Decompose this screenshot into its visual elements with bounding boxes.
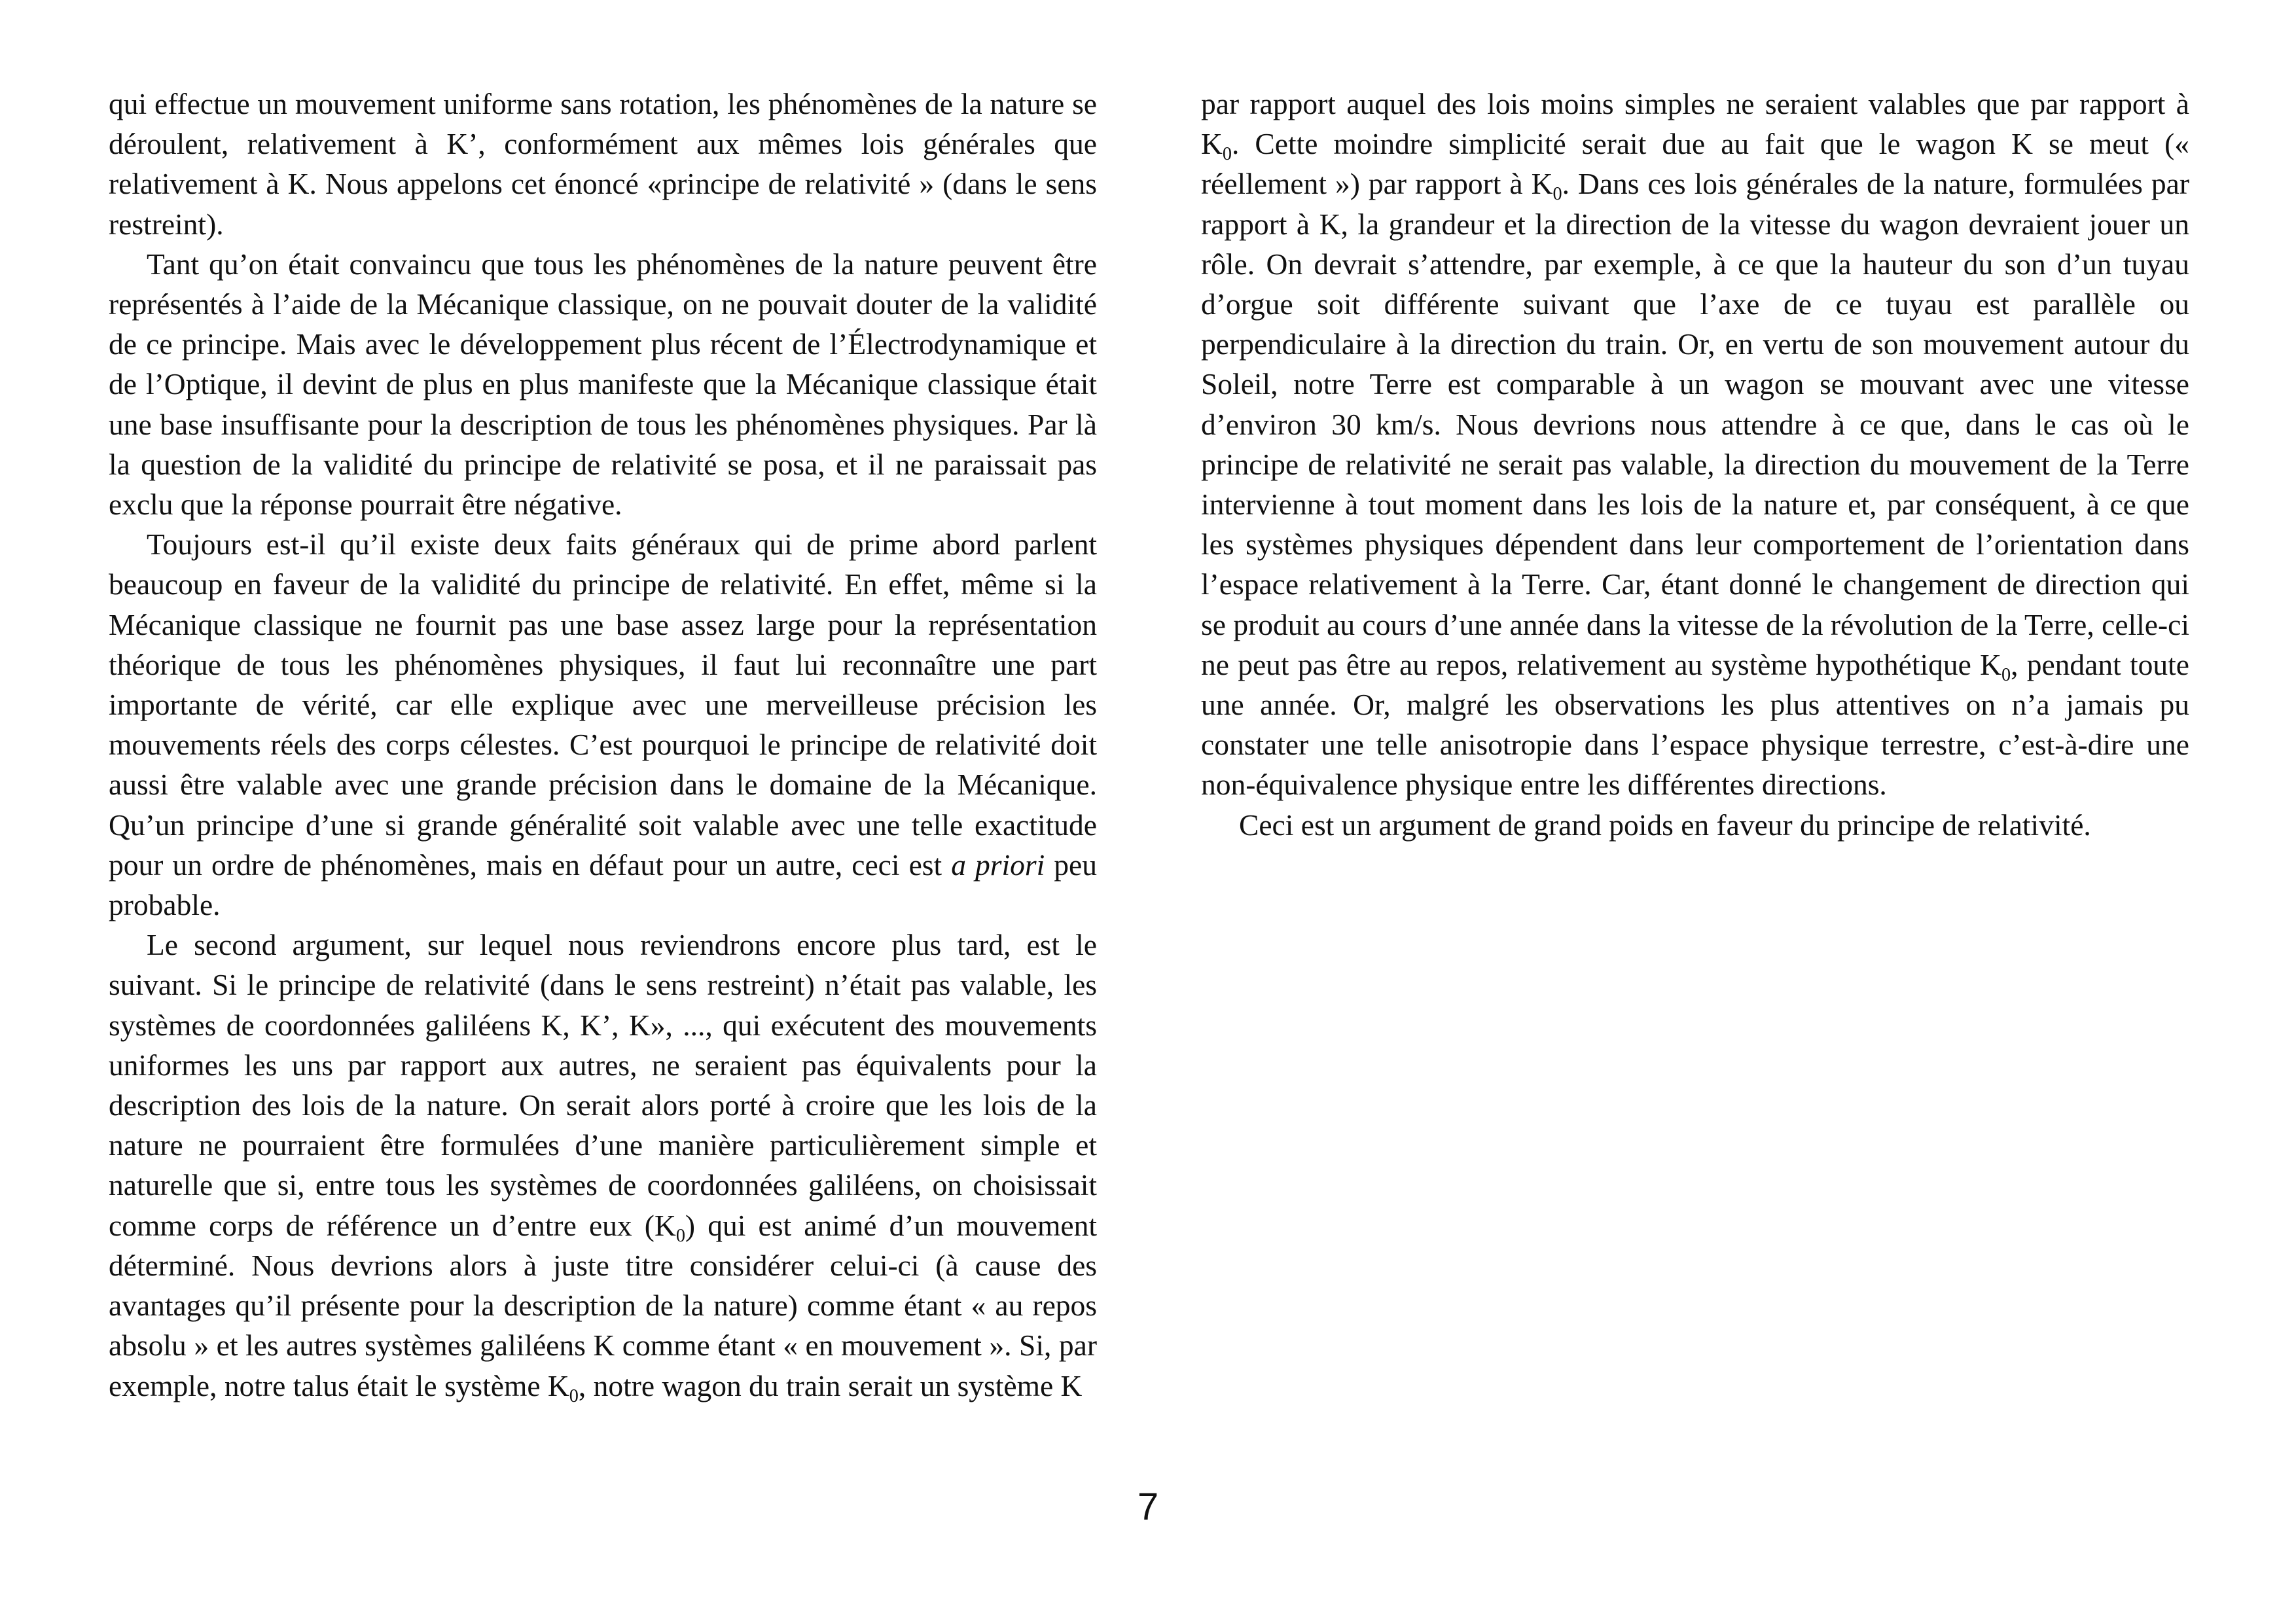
paragraph-text: Tant qu’on était convaincu que tous les phénomènes de la nature peuvent être représentés à l’aide de la Mécanique classique, on ne pouvait douter de la validité de ce principe. Mais avec le développement plus récent de l’Électrodynamique et de l’Optique, il devint de plus en plus manifeste que la Mécanique classique était une base insuffisante pour la description de tous les phénomènes physiques. Par là la question de la validité du principe de relativité se posa, et il ne paraissait pas exclu que la réponse pourrait être négative. — [109, 247, 1097, 522]
subscript: 0 — [2001, 664, 2011, 685]
paragraph-second-argument — [109, 925, 1097, 1405]
text-segment: Le second argument, sur lequel nous reviendrons encore plus tard, est le suivant. Si le principe de relativité (dans le sens restreint) n’était pas valable, les systèmes de coordonnées galiléens K, K’, K», ..., qui exécutent des mouvements uniformes les uns par rapport aux autres, ne seraient pas équivalents pour la description des lois de la nature. On serait alors porté à croire que les lois de la nature ne pourraient être formulées d’une manière particulièrement simple et naturelle que si, entre tous les systèmes de coordonnées galiléens, on choisissait comme corps de référence un d’entre eux (K — [109, 928, 1097, 1242]
paragraph-text: qui effectue un mouvement uniforme sans rotation, les phénomènes de la nature se déroulent, relativement à K’, conformément aux mêmes lois générales que relativement à K. Nous appelons cet énoncé «principe de relativité » (dans le sens restreint). — [109, 87, 1097, 241]
subscript: 0 — [1552, 184, 1562, 205]
right-column — [1201, 84, 2189, 845]
text-segment: peu probable. — [109, 847, 1097, 922]
italic-phrase: a priori — [951, 847, 1045, 882]
text-segment: ) qui est animé d’un mouvement déterminé. Nous devrions alors à juste titre considérer celui-ci (à cause des avantages qu’il présente pour la description de la nature) comme étant « au repos absolu » et les autres systèmes galiléens K comme étant « en mouvement ». Si, par exemple, notre talus était le système K — [109, 1208, 1097, 1402]
text-segment: . Dans ces lois générales de la nature, formulées par rapport à K, la grandeur et la direction de la vitesse du wagon devraient jouer un rôle. On devrait s’attendre, par exemple, à ce que la hauteur du son d’un tuyau d’orgue soit différente suivant que l’axe de ce tuyau est parallèle ou perpendiculaire à la direction du train. Or, en vertu de son mouvement autour du Soleil, notre Terre est comparable à un wagon se mouvant avec une vitesse d’environ 30 km/s. Nous devrions nous attendre à ce que, dans le cas où le principe de relativité ne serait pas valable, la direction du mouvement de la Terre intervienne à tout moment dans les lois de la nature et, par conséquent, à ce que les systèmes physiques dépendent dans leur comportement de l’orientation dans l’espace relativement à la Terre. Car, étant donné le changement de direction qui se produit au cours d’une année dans la vitesse de la révolution de la Terre, celle-ci ne peut pas être au repos, relativement au système hypothétique K — [1201, 167, 2189, 681]
paragraph-wagon-continuation — [1201, 84, 2189, 805]
paragraph-conclusion — [1201, 805, 2189, 845]
text-segment: . Cette moindre simplicité serait due au fait que le wagon K se meut (« réellement ») par rapport à K — [1201, 127, 2189, 201]
left-column — [109, 84, 1097, 1406]
paragraph-classical-mechanics — [109, 244, 1097, 524]
paragraph-text: Ceci est un argument de grand poids en faveur du principe de relativité. — [1239, 808, 2091, 842]
subscript: 0 — [1222, 144, 1232, 165]
text-segment: par rapport auquel des lois moins simples ne seraient valables que par rapport à K — [1201, 87, 2189, 161]
paragraph-relativity-statement — [109, 84, 1097, 244]
page-number: 7 — [1137, 1486, 1159, 1528]
text-segment: Toujours est-il qu’il existe deux faits généraux qui de prime abord parlent beaucoup en faveur de la validité du principe de relativité. En effet, même si la Mécanique classique ne fournit pas une base assez large pour la représentation théorique de tous les phénomènes physiques, il faut lui reconnaître une part importante de vérité, car elle explique avec une merveilleuse précision les mouvements réels des corps célestes. C’est pourquoi le principe de relativité doit aussi être valable avec une grande précision dans le domaine de la Mécanique. Qu’un principe d’une si grande généralité soit valable avec une telle exactitude pour un ordre de phénomènes, mais en défaut pour un autre, ceci est — [109, 527, 1097, 882]
text-segment: , pendant toute une année. Or, malgré les observations les plus attentives on n’a jamais pu constater une telle anisotropie dans l’espace physique terrestre, c’est-à-dire une non-équivalence physique entre les différentes directions. — [1201, 647, 2189, 802]
text-segment: , notre wagon du train serait un système K — [578, 1368, 1083, 1402]
subscript: 0 — [569, 1385, 579, 1406]
subscript: 0 — [675, 1225, 685, 1246]
paragraph-first-argument — [109, 524, 1097, 925]
